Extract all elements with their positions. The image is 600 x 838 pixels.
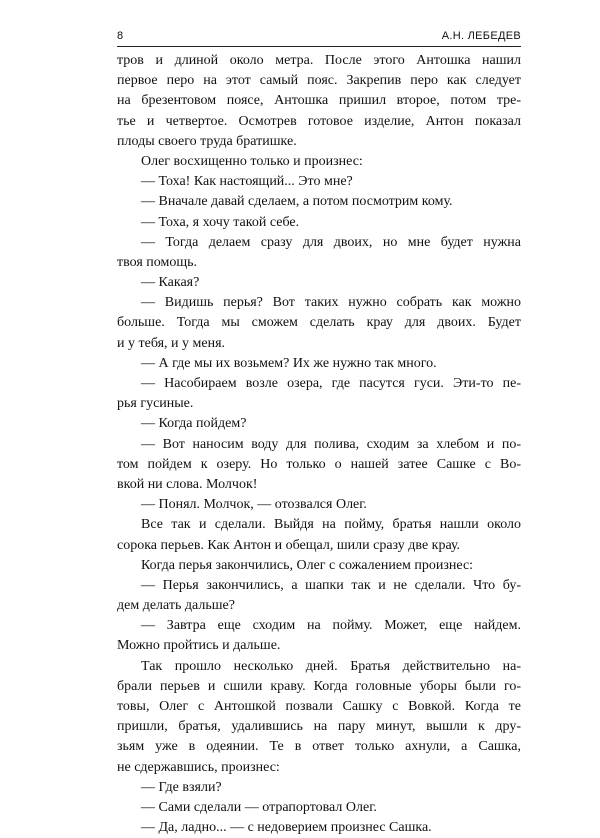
text-line: сорока перьев. Как Антон и обещал, шили сразу две крау. — [117, 537, 461, 553]
text-line: — Когда пойдем? — [141, 416, 247, 432]
text-line: — А где мы их возьмем? Их же нужно так много. — [141, 355, 437, 371]
text-line: — Видишь перья? Вот таких нужно собрать как можно — [141, 295, 521, 311]
text-line: на брезентовом поясе, Антошка пришил второе, потом тре- — [117, 93, 521, 109]
text-line: — Какая? — [141, 275, 200, 291]
text-line: не сдержавшись, произнес: — [117, 759, 280, 775]
text-line: больше. Тогда мы сможем сделать крау для двоих. Будет — [117, 315, 521, 331]
text-line: зьям уже в одеянии. Те в ответ только ахнули, а Сашка, — [117, 739, 521, 755]
text-line: — Сами сделали — отрапортовал Олег. — [141, 799, 377, 815]
text-line: пришли, братья, удалившись на пару минут, вышли к дру- — [117, 719, 521, 735]
text-line: твоя помощь. — [117, 254, 198, 270]
text-line: — Тоха, я хочу такой себе. — [141, 214, 300, 230]
text-line: — Вот наносим воду для полива, сходим за хлебом и по- — [141, 436, 521, 452]
text-line: — Перья закончились, а шапки так и не сделали. Что бу- — [141, 577, 521, 593]
text-line: — Завтра еще сходим на пойму. Может, еще найдем. — [141, 618, 521, 634]
text-line: вкой ни слова. Молчок! — [117, 476, 258, 492]
text-line: тье и четвертое. Осмотрев готовое изделие, Антон показал — [117, 113, 521, 129]
text-line: Все так и сделали. Выйдя на пойму, братья нашли около — [141, 517, 521, 533]
text-line: — Вначале давай сделаем, а потом посмотрим кому. — [141, 194, 453, 210]
text-line: Олег восхищенно только и произнес: — [141, 153, 363, 169]
text-line: дем делать дальше? — [117, 598, 235, 614]
header-rule — [117, 46, 521, 47]
page-body-text — [117, 51, 521, 838]
text-line: — Понял. Молчок, — отозвался Олег. — [141, 497, 367, 513]
text-line: плоды своего труда братишке. — [117, 133, 297, 149]
text-line: Когда перья закончились, Олег с сожалением произнес: — [141, 557, 474, 573]
text-line: том пойдем к озеру. Но только о нашей затее Сашке с Во- — [117, 456, 521, 472]
text-line: Можно пройтись и дальше. — [117, 638, 281, 654]
text-line: Так прошло несколько дней. Братья действительно на- — [141, 658, 521, 674]
text-line: первое перо на этот самый пояс. Закрепив перо как следует — [117, 73, 521, 89]
page-header — [117, 30, 521, 46]
text-line: — Тоха! Как настоящий... Это мне? — [141, 174, 353, 190]
text-line: — Тогда делаем сразу для двоих, но мне будет нужна — [141, 234, 521, 250]
page-number: 8 — [117, 30, 124, 42]
text-line: и у тебя, и у меня. — [117, 335, 226, 351]
text-line: тров и длиной около метра. После этого Антошка нашил — [117, 53, 521, 68]
running-head-author: А.Н. ЛЕБЕДЕВ — [441, 30, 521, 42]
text-line: рья гусиные. — [117, 396, 194, 412]
text-line: — Где взяли? — [141, 779, 222, 795]
text-line: брали перьев и сшили краву. Когда головные уборы были го- — [117, 678, 521, 694]
text-line: — Насобираем возле озера, где пасутся гуси. Эти-то пе- — [141, 376, 521, 391]
text-line: — Да, ладно... — с недоверием произнес Сашка. — [141, 820, 432, 836]
text-line: товы, Олег с Антошкой позвали Сашку с Вовкой. Когда те — [117, 699, 521, 714]
